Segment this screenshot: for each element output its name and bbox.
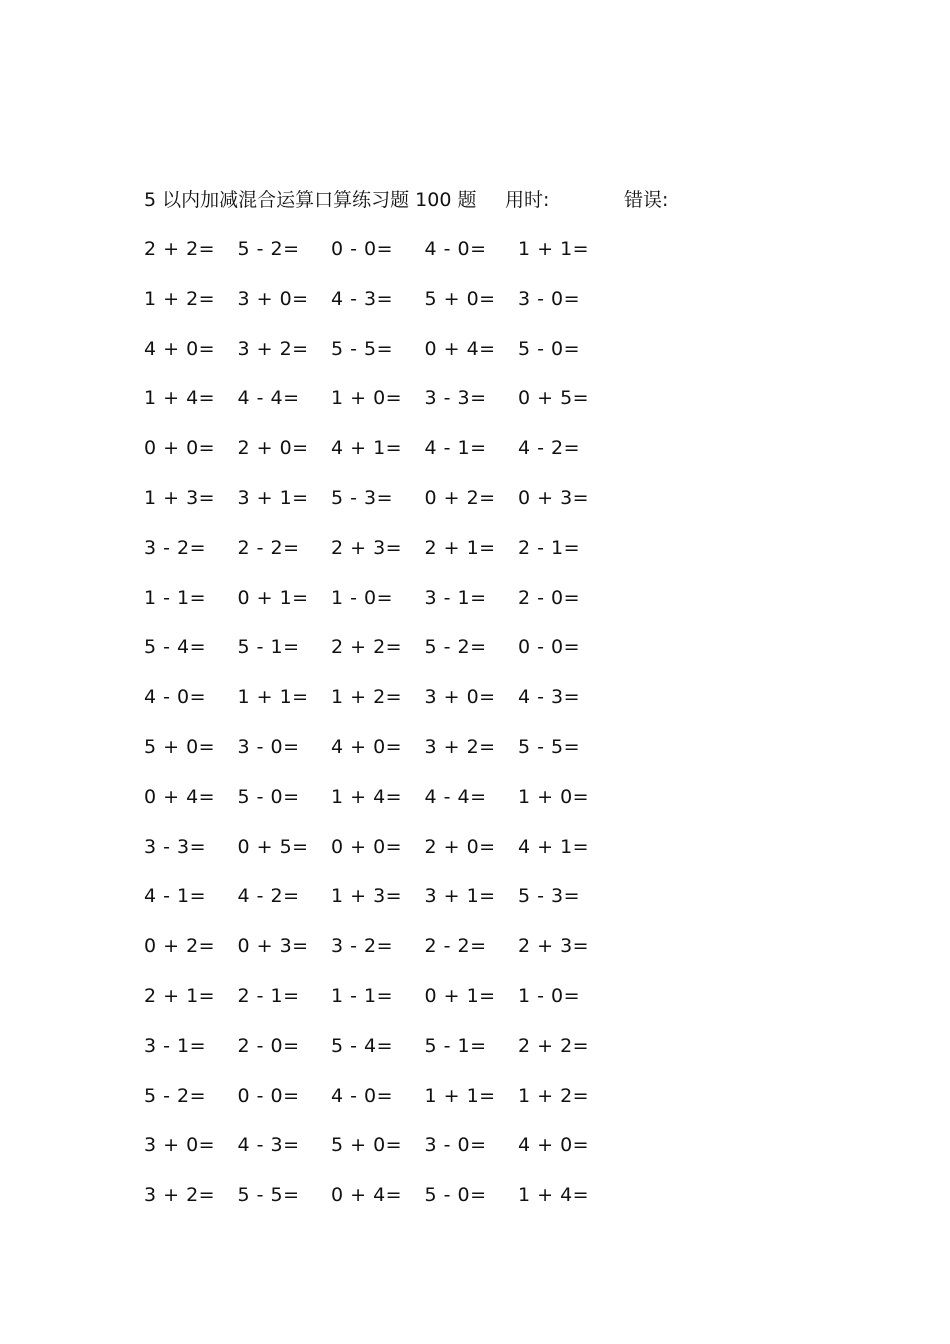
problem-item: 2 + 0= — [424, 835, 496, 858]
errors-label: 错误: — [624, 189, 669, 211]
problem-item: 3 - 2= — [331, 935, 394, 958]
problem-item: 4 - 0= — [331, 1084, 394, 1107]
problem-item: 1 + 2= — [518, 1084, 590, 1107]
problem-item: 3 - 3= — [144, 835, 207, 858]
problem-item: 4 - 2= — [237, 885, 300, 908]
problem-item: 3 - 0= — [424, 1134, 487, 1157]
problem-item: 3 - 3= — [424, 387, 487, 410]
problem-item: 2 + 0= — [237, 437, 309, 460]
problem-item: 5 - 5= — [331, 337, 394, 360]
problem-item: 4 - 3= — [518, 686, 581, 709]
problem-item: 2 + 2= — [331, 636, 403, 659]
problem-item: 2 + 3= — [518, 935, 590, 958]
problem-item: 2 + 3= — [331, 536, 403, 559]
problem-item: 4 - 3= — [237, 1134, 300, 1157]
problem-item: 4 + 0= — [331, 735, 403, 758]
problem-item: 4 + 1= — [331, 437, 403, 460]
problem-item: 0 + 0= — [144, 437, 216, 460]
problem-item: 5 - 4= — [331, 1034, 394, 1057]
problem-item: 2 + 2= — [144, 238, 216, 260]
problem-item: 1 + 0= — [518, 785, 590, 808]
problem-item: 1 + 1= — [424, 1084, 496, 1107]
problem-item: 0 + 2= — [144, 935, 216, 958]
problem-item: 1 + 4= — [331, 785, 403, 808]
problem-item: 5 - 0= — [518, 337, 581, 360]
problem-item: 0 - 0= — [518, 636, 581, 659]
problem-item: 1 + 0= — [331, 387, 403, 410]
problem-item: 4 - 0= — [424, 238, 487, 260]
problem-item: 4 + 1= — [518, 835, 590, 858]
problem-item: 4 - 1= — [144, 885, 207, 908]
problem-item: 5 + 0= — [331, 1134, 403, 1157]
problem-item: 3 + 2= — [237, 337, 309, 360]
problem-item: 0 + 4= — [144, 785, 216, 808]
problem-item: 5 - 2= — [424, 636, 487, 659]
problem-item: 0 + 4= — [331, 1184, 403, 1207]
problem-item: 1 - 0= — [518, 984, 581, 1007]
problem-item: 0 - 0= — [237, 1084, 300, 1107]
problem-item: 5 - 5= — [237, 1184, 300, 1207]
problem-item: 2 - 0= — [237, 1034, 300, 1057]
problem-item: 3 + 0= — [424, 686, 496, 709]
problem-item: 4 - 2= — [518, 437, 581, 460]
problem-item: 3 - 1= — [144, 1034, 207, 1057]
problem-item: 1 - 0= — [331, 586, 394, 609]
problem-item: 3 - 0= — [518, 287, 581, 310]
problem-item: 1 + 3= — [144, 486, 216, 509]
problem-item: 0 + 5= — [518, 387, 590, 410]
time-label: 用时: — [505, 189, 550, 211]
problem-item: 0 + 1= — [237, 586, 309, 609]
problem-item: 5 + 0= — [144, 735, 216, 758]
problem-item: 3 + 0= — [237, 287, 309, 310]
problem-item: 2 - 1= — [518, 536, 581, 559]
problem-item: 3 + 1= — [424, 885, 496, 908]
problem-item: 3 + 0= — [144, 1134, 216, 1157]
problem-item: 0 + 0= — [331, 835, 403, 858]
problem-item: 5 - 3= — [331, 486, 394, 509]
problem-item: 1 + 1= — [518, 238, 590, 260]
problem-item: 1 - 1= — [331, 984, 394, 1007]
problem-item: 5 - 0= — [424, 1184, 487, 1207]
problem-item: 1 + 1= — [237, 686, 309, 709]
problem-item: 4 + 0= — [518, 1134, 590, 1157]
problem-item: 3 - 2= — [144, 536, 207, 559]
problem-item: 1 + 2= — [144, 287, 216, 310]
problem-item: 5 - 2= — [144, 1084, 207, 1107]
problem-item: 2 - 2= — [424, 935, 487, 958]
problem-item: 5 - 3= — [518, 885, 581, 908]
problem-item: 5 + 0= — [424, 287, 496, 310]
problem-item: 0 - 0= — [331, 238, 394, 260]
problem-item: 1 + 4= — [518, 1184, 590, 1207]
problem-item: 4 - 4= — [424, 785, 487, 808]
problem-item: 2 - 1= — [237, 984, 300, 1007]
problem-item: 4 - 1= — [424, 437, 487, 460]
problem-item: 3 - 0= — [237, 735, 300, 758]
problem-item: 1 - 1= — [144, 586, 207, 609]
worksheet-title: 5 以内加减混合运算口算练习题 100 题 — [144, 189, 477, 211]
problem-item: 1 + 2= — [331, 686, 403, 709]
problem-item: 4 - 3= — [331, 287, 394, 310]
problem-item: 0 + 1= — [424, 984, 496, 1007]
problem-item: 5 - 4= — [144, 636, 207, 659]
problem-item: 5 - 1= — [424, 1034, 487, 1057]
problem-item: 4 + 0= — [144, 337, 216, 360]
problem-item: 3 + 2= — [424, 735, 496, 758]
problem-item: 0 + 5= — [237, 835, 309, 858]
problem-item: 1 + 4= — [144, 387, 216, 410]
problem-item: 5 - 5= — [518, 735, 581, 758]
problem-item: 4 - 4= — [237, 387, 300, 410]
problem-item: 5 - 1= — [237, 636, 300, 659]
problem-item: 2 - 2= — [237, 536, 300, 559]
problem-item: 0 + 4= — [424, 337, 496, 360]
problem-item: 2 + 1= — [144, 984, 216, 1007]
problem-item: 3 + 2= — [144, 1184, 216, 1207]
problem-item: 0 + 3= — [237, 935, 309, 958]
problem-item: 3 - 1= — [424, 586, 487, 609]
problem-item: 4 - 0= — [144, 686, 207, 709]
problem-item: 1 + 3= — [331, 885, 403, 908]
problem-item: 0 + 2= — [424, 486, 496, 509]
problem-item: 5 - 2= — [237, 238, 300, 260]
problem-item: 0 + 3= — [518, 486, 590, 509]
problem-item: 2 + 2= — [518, 1034, 590, 1057]
problem-item: 2 - 0= — [518, 586, 581, 609]
problem-item: 5 - 0= — [237, 785, 300, 808]
problem-item: 3 + 1= — [237, 486, 309, 509]
problem-item: 2 + 1= — [424, 536, 496, 559]
